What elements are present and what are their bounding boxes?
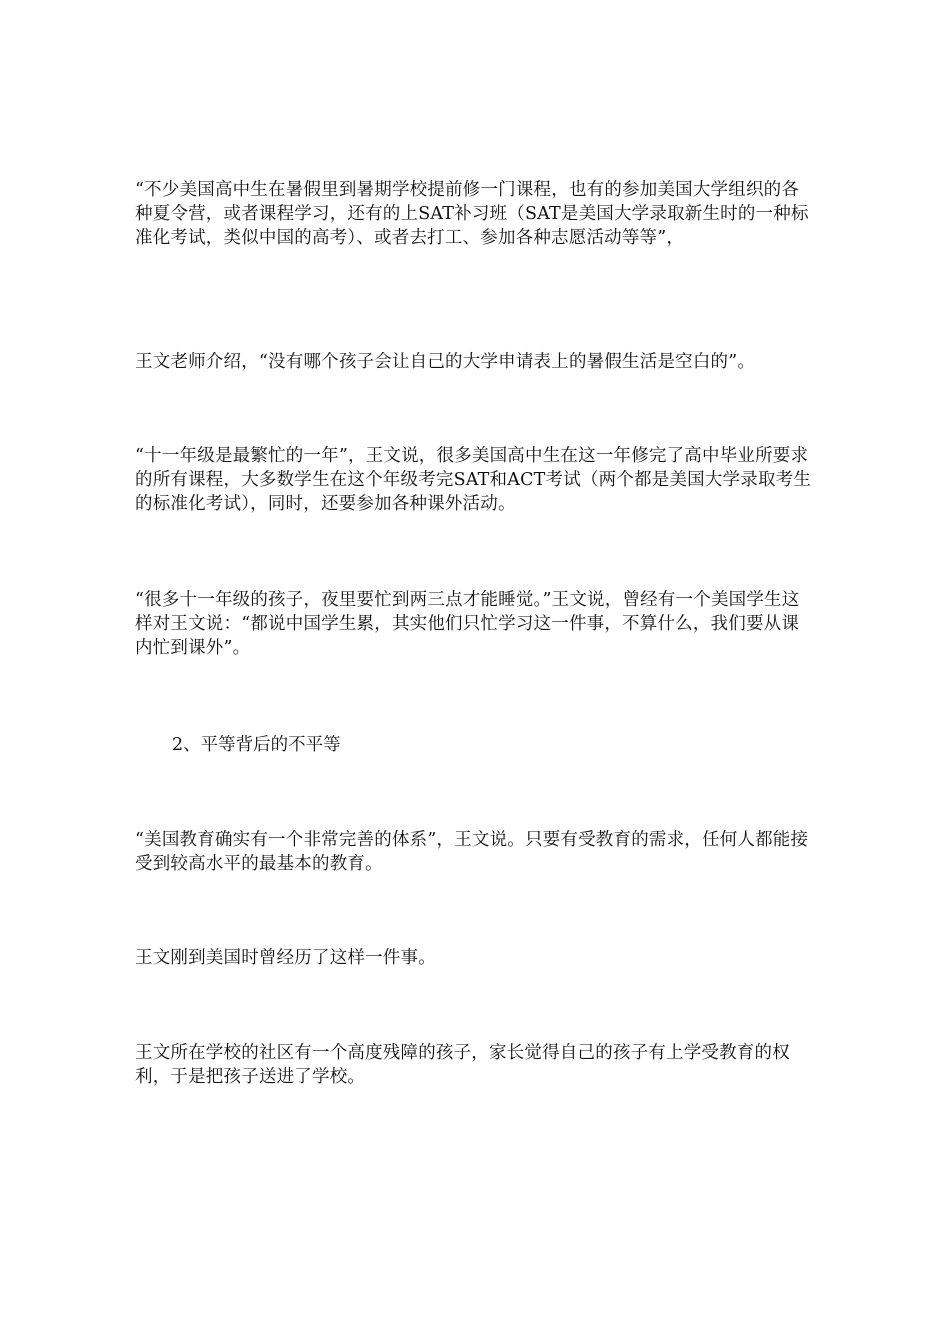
paragraph-summer-activities: “不少美国高中生在暑假里到暑期学校提前修一门课程，也有的参加美国大学组织的各种夏令营，或者课程学习，还有的上SAT补习班（SAT是美国大学录取新生时的一种标准化考试，类似中国的高考）、或者去打工、参加各种志愿活动等等”， xyxy=(135,180,809,248)
paragraph-experience: 王文刚到美国时曾经历了这样一件事。 xyxy=(135,948,436,968)
paragraph-disabled-child: 王文所在学校的社区有一个高度残障的孩子，家长觉得自己的孩子有上学受教育的权利，于是把孩子送进了学校。 xyxy=(135,1043,790,1087)
section-heading: 2、平等背后的不平等 xyxy=(172,735,341,755)
paragraph-eleventh-grade: “十一年级是最繁忙的一年”，王文说，很多美国高中生在这一年修完了高中毕业所要求的所有课程，大多数学生在这个年级考完SAT和ACT考试（两个都是美国大学录取考生的标准化考试），同时，还要参加各种课外活动。 xyxy=(135,446,812,514)
paragraph-late-nights: “很多十一年级的孩子，夜里要忙到两三点才能睡觉。”王文说，曾经有一个美国学生这样对王文说：“都说中国学生累，其实他们只忙学习这一件事，不算什么，我们要从课内忙到课外”。 xyxy=(135,590,800,658)
paragraph-education-system: “美国教育确实有一个非常完善的体系”，王文说。只要有受教育的需求，任何人都能接受到较高水平的最基本的教育。 xyxy=(135,830,809,874)
paragraph-teacher-intro: 王文老师介绍，“没有哪个孩子会让自己的大学申请表上的暑假生活是空白的”。 xyxy=(135,352,756,372)
